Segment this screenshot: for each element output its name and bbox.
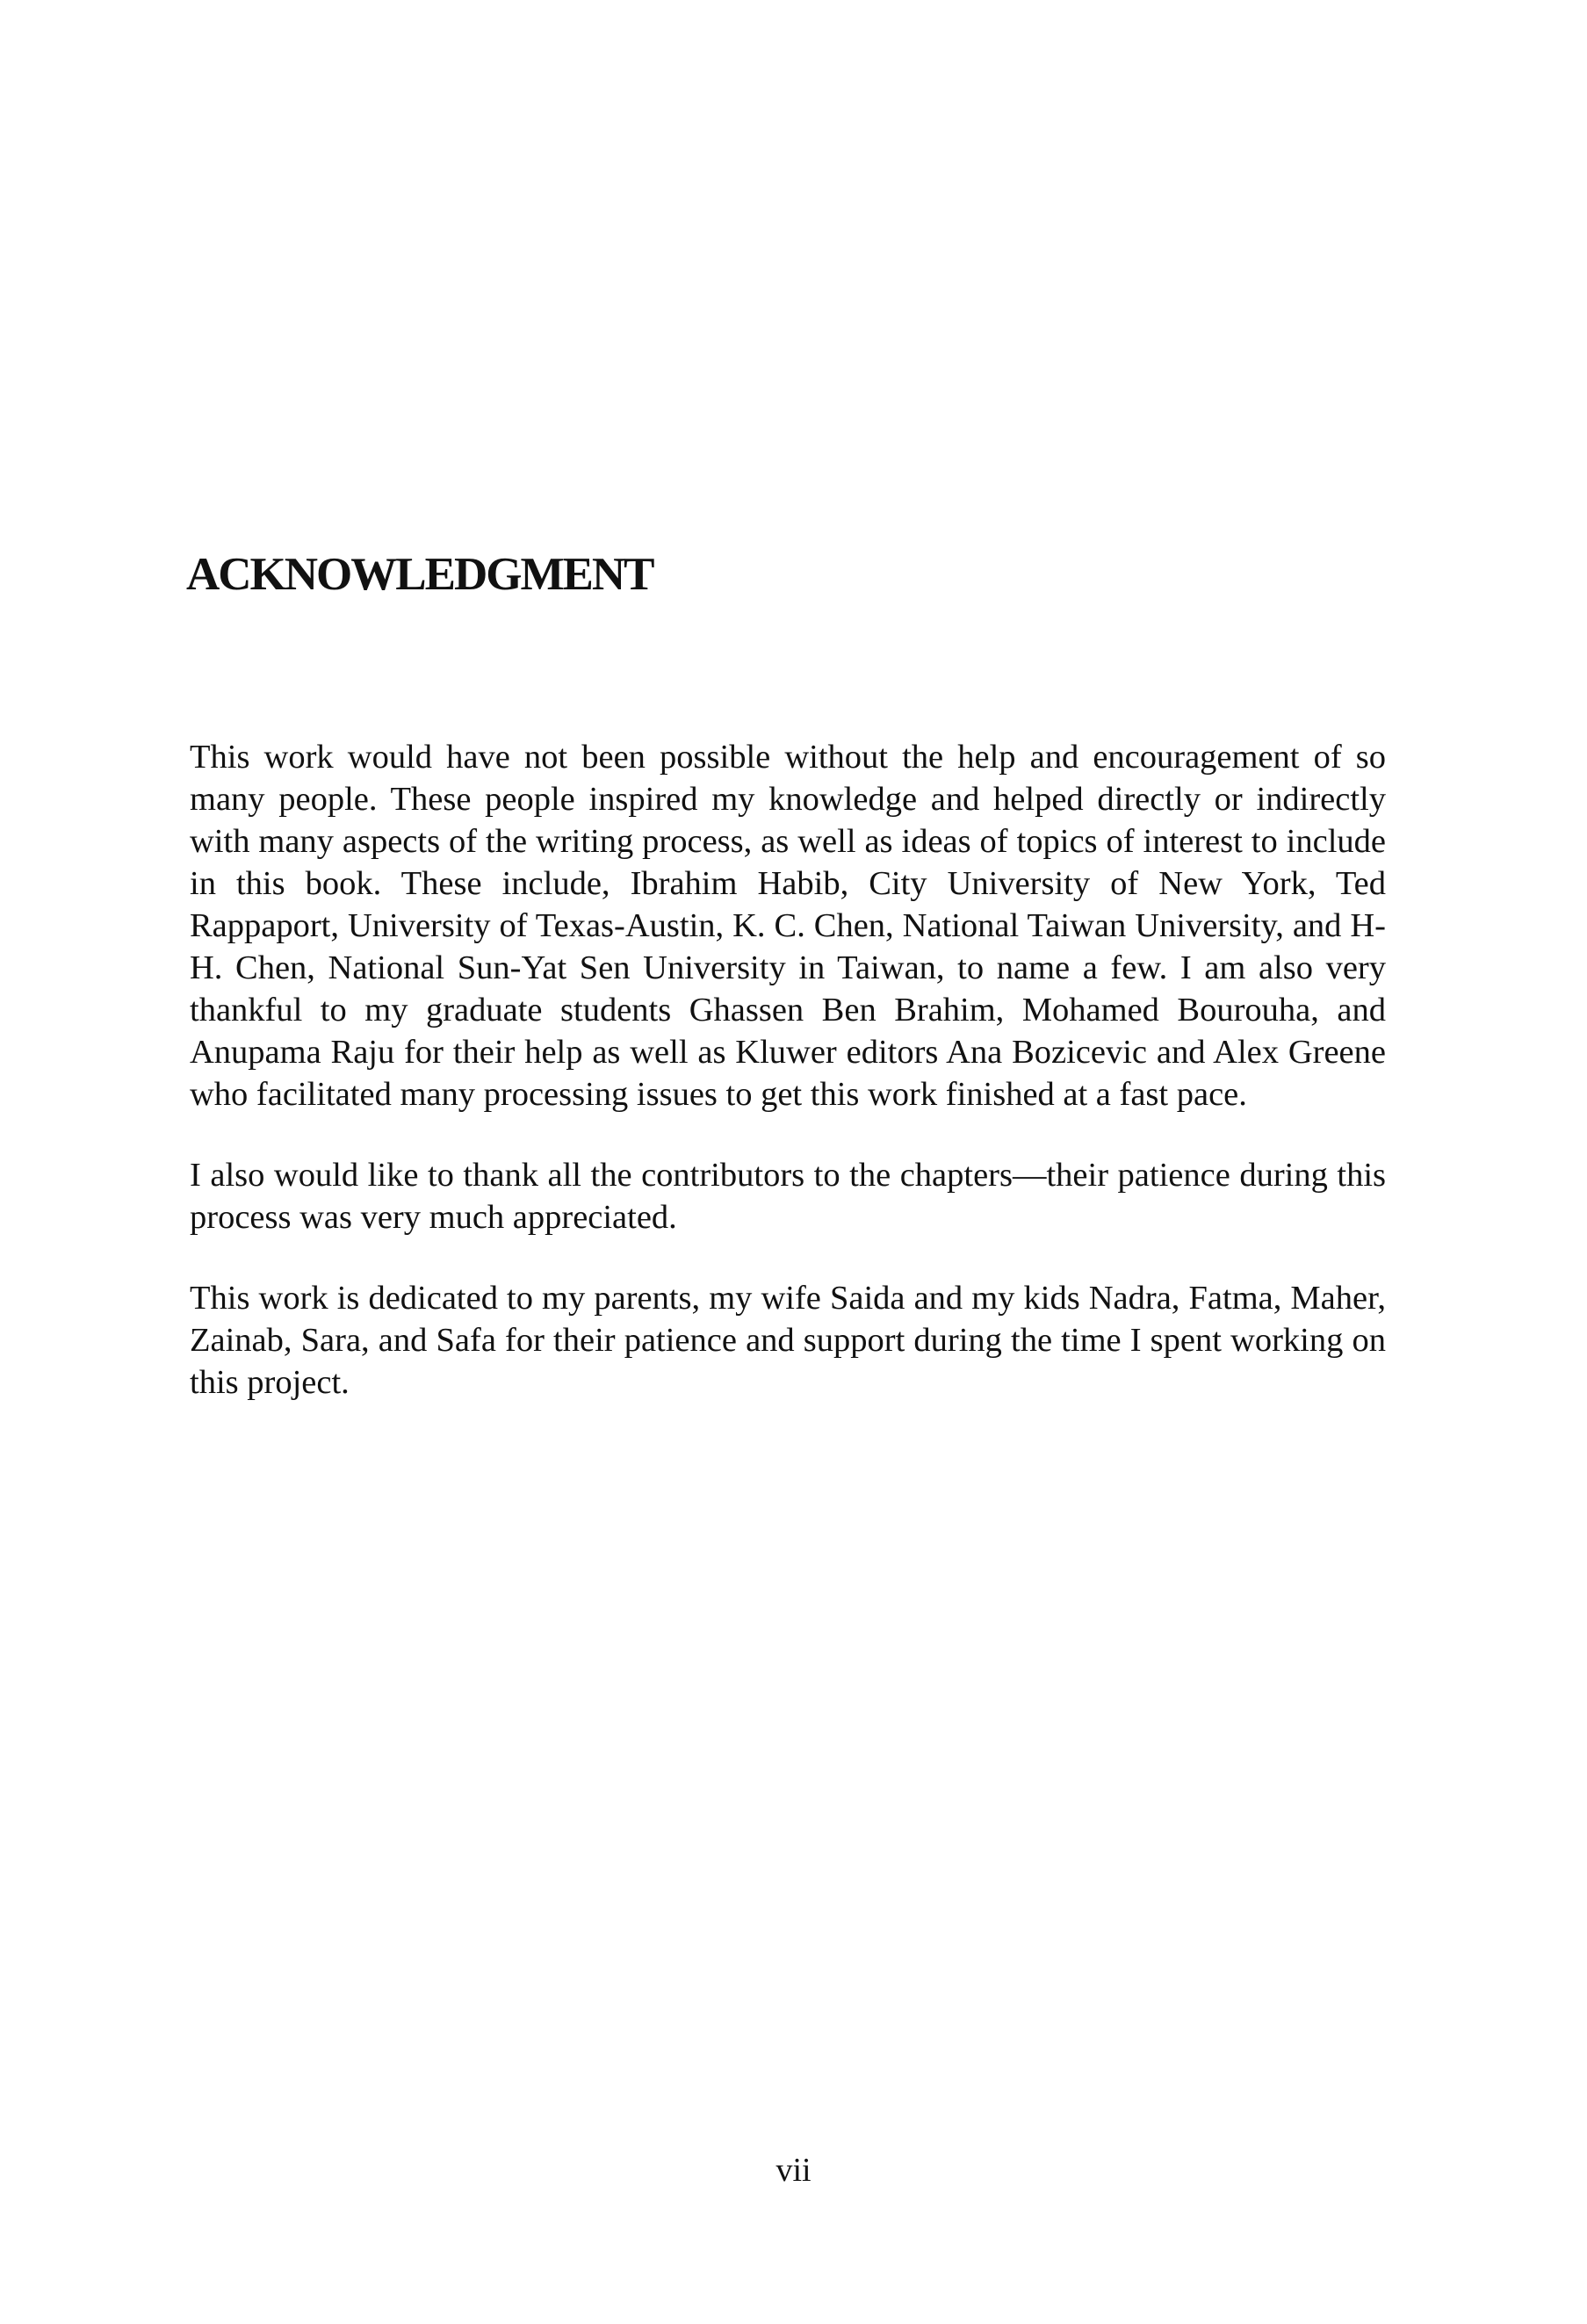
acknowledgment-body [190,736,1386,1442]
page-number: vii [775,2152,812,2189]
paragraph-dedication: This work is dedicated to my parents, my wife Saida and my kids Nadra, Fatma, Maher, Zainab, Sara, and Safa for their patience and support during the time I spent working on this project. [190,1280,1386,1401]
paragraph-contributors: I also would like to thank all the contributors to the chapters—their patience during this process was very much appreciated. [190,1157,1386,1236]
page-title: ACKNOWLEDGMENT [186,549,653,600]
paragraph-thanks: This work would have not been possible without the help and encouragement of so many people. These people inspired my knowledge and helped directly or indirectly with many aspects of the writing process, as well as ideas of topics of interest to include in this book. These include, Ibrahim Habib, City University of New York, Ted Rappaport, University of Texas-Austin, K. C. Chen, National Taiwan University, and H-H. Chen, National Sun-Yat Sen University in Taiwan, to name a few. I am also very thankful to my graduate students Ghassen Ben Brahim, Mohamed Bourouha, and Anupama Raju for their help as well as Kluwer editors Ana Bozicevic and Alex Greene who facilitated many processing issues to get this work finished at a fast pace. [190,739,1386,1113]
